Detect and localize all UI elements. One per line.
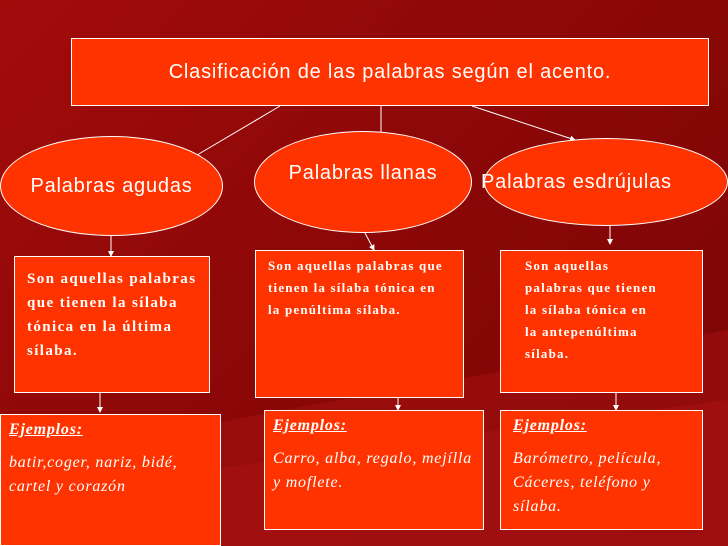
- node-llanas: [254, 131, 472, 233]
- examples-llanas: [264, 410, 484, 530]
- examples-esdrujulas: [500, 410, 703, 530]
- description-llanas: Son aquellas palabras que tienen la sílaba tónica en la penúltima sílaba.: [255, 250, 464, 398]
- examples-agudas-text: batir,coger, nariz, bidé, cartel y corazón: [9, 454, 178, 495]
- description-agudas: Son aquellas palabras que tienen la sílaba tónica en la última sílaba.: [14, 256, 210, 393]
- description-esdrujulas: Son aquellas palabras que tienen la sílaba tónica en la antepenúltima sílaba.: [500, 250, 703, 393]
- examples-llanas-heading: Ejemplos:: [273, 417, 347, 434]
- examples-esdrujulas-text: Barómetro, película, Cáceres, teléfono y sílaba.: [513, 450, 662, 515]
- node-agudas: [0, 136, 223, 236]
- node-llanas-label: Palabras llanas: [288, 162, 438, 184]
- node-agudas-label: Palabras agudas: [30, 174, 193, 197]
- node-esdrujulas: [481, 138, 728, 226]
- node-esdrujulas-label: Palabras esdrújulas: [481, 170, 672, 193]
- diagram-title: Clasificación de las palabras según el acento.: [71, 38, 709, 106]
- examples-esdrujulas-heading: Ejemplos:: [513, 417, 587, 434]
- examples-agudas-heading: Ejemplos:: [9, 421, 83, 438]
- examples-llanas-text: Carro, alba, regalo, mejílla y moflete.: [273, 450, 472, 491]
- examples-agudas: [0, 414, 221, 546]
